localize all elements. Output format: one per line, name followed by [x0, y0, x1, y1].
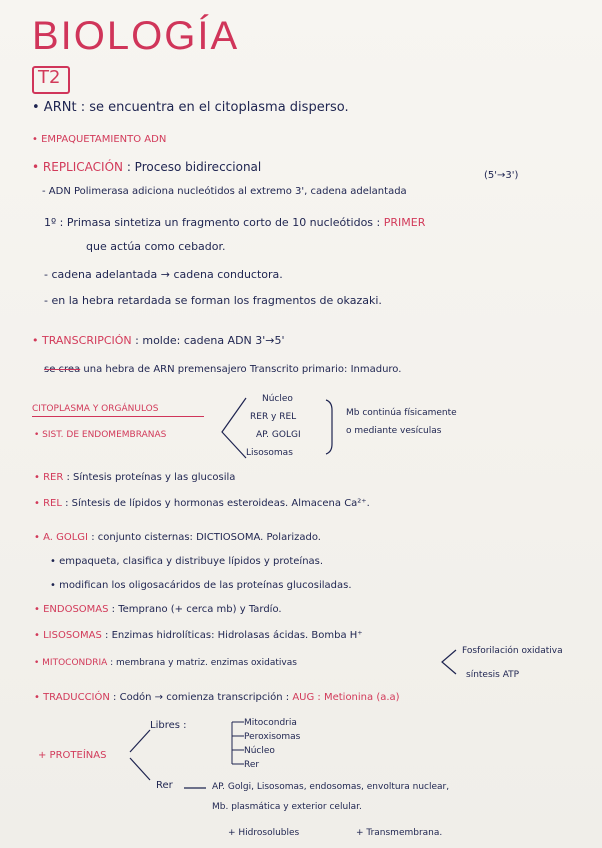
proteinas-branch-libres: [130, 730, 150, 752]
transcripcion-label: • TRANSCRIPCIÓN: [32, 334, 132, 347]
libres-item-peroxisomas: Peroxisomas: [244, 732, 301, 742]
endosomas-label: • ENDOSOMAS: [34, 604, 109, 615]
libres-label: Libres :: [150, 720, 187, 731]
hebra-arn-line: una hebra de ARN premensajero: [83, 364, 247, 375]
mito-branch-fosforilacion: Fosforilación oxidativa: [462, 646, 563, 656]
rer-branch-text: AP. Golgi, Lisosomas, endosomas, envoltura nuclear,: [212, 782, 450, 792]
cadena-adelantada-line: - cadena adelantada → cadena conductora.: [44, 268, 283, 281]
arn-label: • ARNt: [32, 100, 77, 115]
endo-item-rer-rel: RER y REL: [250, 412, 297, 422]
golgi-sub1: • empaqueta, clasifica y distribuye lípidos y proteínas.: [50, 556, 324, 567]
hebra-retardada-line: - en la hebra retardada se forman los fragmentos de okazaki.: [44, 294, 382, 307]
endosomas-text: : Temprano (+ cerca mb) y Tardío.: [111, 604, 282, 615]
endo-item-golgi: AP. GOLGI: [256, 430, 301, 440]
proteinas-branch-rer: [130, 758, 150, 780]
arn-text: : se encuentra en el citoplasma disperso.: [80, 100, 349, 115]
endo-item-nucleo: Núcleo: [262, 394, 293, 404]
mito-branch-atp: síntesis ATP: [466, 670, 520, 680]
transmembrana-label: + Transmembrana.: [356, 828, 443, 838]
page-title: BIOLOGÍA: [32, 14, 240, 58]
libres-connectors: [232, 722, 244, 764]
empaquetamiento-heading: • EMPAQUETAMIENTO ADN: [32, 134, 167, 145]
replicacion-text: : Proceso bidireccional: [126, 160, 262, 174]
proteinas-label: + PROTEÍNAS: [38, 750, 107, 761]
cebador-line: que actúa como cebador.: [86, 240, 226, 253]
replicacion-direction: (5'→3'): [484, 170, 519, 181]
traduccion-label: • TRADUCCIÓN: [34, 692, 110, 703]
mitocondria-text: : membrana y matriz. enzimas oxidativas: [110, 658, 297, 668]
transcripcion-text: : molde: cadena ADN 3'→5': [135, 334, 285, 347]
rer-label: • RER: [34, 472, 64, 483]
unit-label: T2: [38, 67, 61, 88]
mitocondria-branch: [442, 650, 456, 674]
mitocondria-label: • MITOCONDRIA: [34, 658, 108, 668]
primasa-line: Primasa sintetiza un fragmento corto de 10 nucleótidos :: [66, 216, 381, 229]
rel-label: • REL: [34, 498, 62, 509]
citoplasma-heading: CITOPLASMA Y ORGÁNULOS: [32, 404, 159, 414]
mb-continua-line2: o mediante vesículas: [346, 426, 442, 436]
rer-branch-text2: Mb. plasmática y exterior celular.: [212, 802, 362, 812]
hebra-arn-prefix: se crea: [44, 364, 81, 375]
golgi-text: : conjunto cisternas: DICTIOSOMA. Polarizado.: [91, 532, 321, 543]
sist-endomembranas-label: • SIST. DE ENDOMEMBRANAS: [34, 430, 167, 440]
lisosomas-text: : Enzimas hidrolíticas: Hidrolasas ácidas. Bomba H⁺: [105, 630, 363, 641]
transcrito-primario: Transcrito primario: Inmaduro.: [249, 364, 402, 375]
libres-item-mitocondria: Mitocondria: [244, 718, 297, 728]
traduccion-text: : Codón → comienza transcripción :: [113, 692, 290, 703]
replicacion-label: • REPLICACIÓN: [32, 160, 123, 174]
hidrosolubles-label: + Hidrosolubles: [228, 828, 300, 838]
golgi-label: • A. GOLGI: [34, 532, 88, 543]
lisosomas-label: • LISOSOMAS: [34, 630, 102, 641]
endo-item-lisosomas: Lisosomas: [246, 448, 293, 458]
traduccion-codon: AUG : Metionina (a.a): [292, 692, 400, 703]
libres-item-rer: Rer: [244, 760, 260, 770]
rer-branch-label: Rer: [156, 780, 173, 791]
libres-item-nucleo: Núcleo: [244, 746, 275, 756]
primer-term: PRIMER: [383, 216, 426, 229]
mb-continua-line1: Mb continúa físicamente: [346, 408, 457, 418]
rer-text: : Síntesis proteínas y las glucosila: [66, 472, 236, 483]
endomembranas-bracket: [222, 398, 246, 458]
primer-step-number: 1º :: [44, 216, 64, 229]
rel-text: : Síntesis de lípidos y hormonas esteroideas. Almacena Ca²⁺.: [65, 498, 370, 509]
endomembranas-right-brace: [326, 400, 332, 454]
adn-polimerasa-line: - ADN Polimerasa adiciona nucleótidos al extremo 3', cadena adelantada: [42, 186, 407, 197]
golgi-sub2: • modifican los oligosacáridos de las proteínas glucosiladas.: [50, 580, 352, 591]
